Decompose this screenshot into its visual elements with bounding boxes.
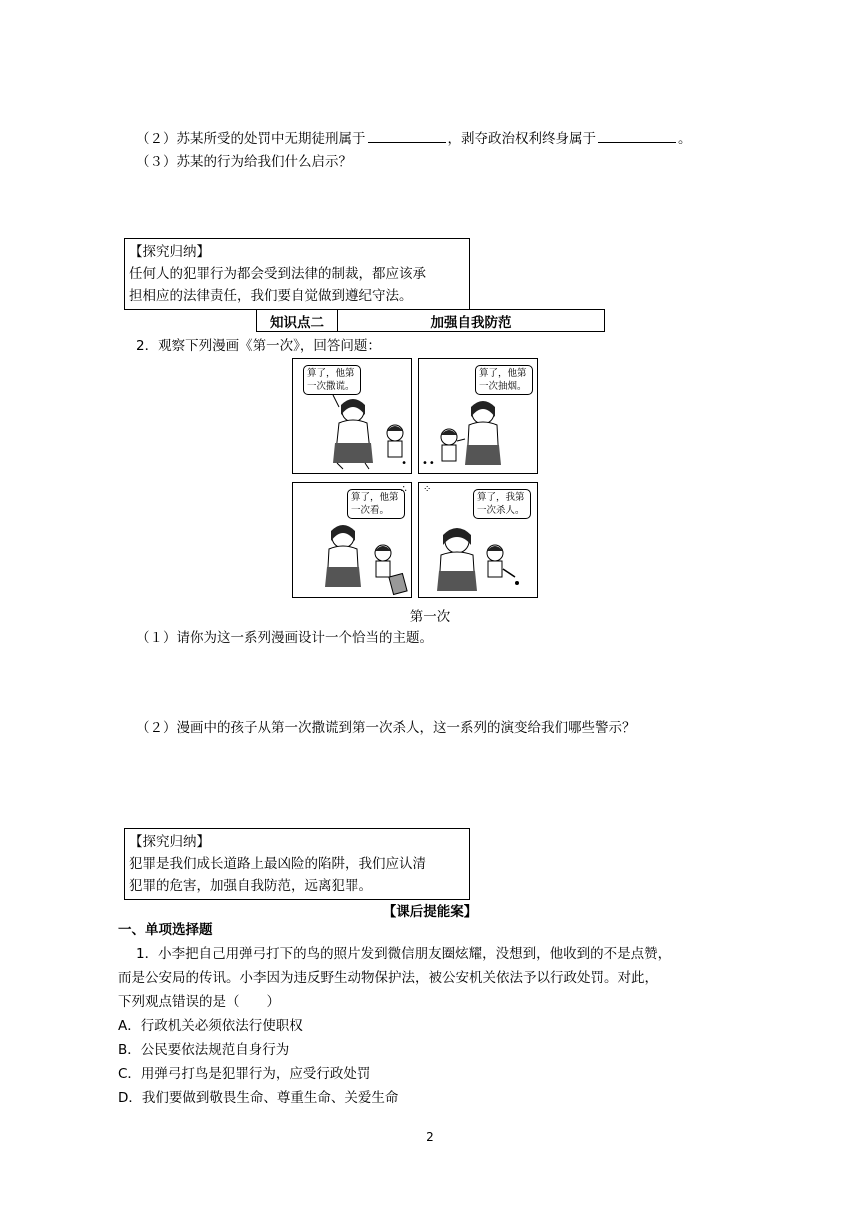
mcq-option-c: C．用弹弓打鸟是犯罪行为，应受行政处罚 xyxy=(118,1066,371,1082)
speech-bubble: 算了，我第一次杀人。 xyxy=(473,489,531,519)
mother-child-illustration xyxy=(419,359,538,474)
comic-caption: 第一次 xyxy=(409,609,451,625)
mcq-stem-line: 1．小李把自己用弹弓打下的鸟的照片发到微信朋友圈炫耀，没想到，他收到的不是点赞， xyxy=(136,946,672,962)
speech-bubble: 算了，他第一次看。 xyxy=(347,489,405,519)
speech-bubble: 算了，他第一次抽烟。 xyxy=(475,365,533,395)
comic-strip xyxy=(292,358,538,598)
speech-bubble: 算了，他第一次撒谎。 xyxy=(303,365,361,395)
after-class-heading: 【课后提能案】 xyxy=(382,904,478,920)
summary-box-1 xyxy=(124,238,470,310)
summary-line: 任何人的犯罪行为都会受到法律的制裁，都应该承 xyxy=(129,266,426,282)
comic-panel-3 xyxy=(292,482,412,598)
summary-title: 【探究归纳】 xyxy=(129,834,210,850)
knowledge-point-title: 加强自我防范 xyxy=(430,314,512,331)
question-2-part-2 xyxy=(136,128,692,149)
page-number: 2 xyxy=(426,1130,434,1144)
mcq-option-b: B．公民要依法规范自身行为 xyxy=(118,1042,290,1058)
comic-panel-4 xyxy=(418,482,538,598)
summary-line: 犯罪的危害，加强自我防范，远离犯罪。 xyxy=(129,878,372,894)
knowledge-point-header xyxy=(256,309,605,332)
mother-child-illustration xyxy=(293,483,412,598)
answer-blank-1[interactable] xyxy=(368,128,446,143)
mother-child-illustration xyxy=(293,359,412,474)
comic-panel-2 xyxy=(418,358,538,474)
mcq-stem-line: 下列观点错误的是（ ） xyxy=(118,994,280,1010)
panel-mark: • xyxy=(401,458,408,469)
panel-mark: ∴ xyxy=(400,484,408,495)
summary-title: 【探究归纳】 xyxy=(129,244,210,260)
mcq-stem-line: 而是公安局的传讯。小李因为违反野生动物保护法，被公安机关依法予以行政处罚。对此， xyxy=(118,970,658,986)
summary-box-2 xyxy=(124,828,470,900)
q2-text-a: （２）苏某所受的处罚中无期徒刑属于 xyxy=(136,131,366,147)
panel-mark: ⁘ xyxy=(423,484,433,495)
summary-line: 犯罪是我们成长道路上最凶险的陷阱，我们应认清 xyxy=(129,856,426,872)
q2-text-c: 。 xyxy=(678,131,692,147)
knowledge-point-label: 知识点二 xyxy=(257,310,338,331)
question-2-part-3: （３）苏某的行为给我们什么启示？ xyxy=(136,154,352,170)
section-heading: 一、单项选择题 xyxy=(118,922,213,938)
comic-panel-1 xyxy=(292,358,412,474)
summary-line: 担相应的法律责任，我们要自觉做到遵纪守法。 xyxy=(129,288,413,304)
mother-child-illustration xyxy=(419,483,538,598)
panel-mark: •• xyxy=(422,458,436,469)
q2-text-b: ，剥夺政治权利终身属于 xyxy=(447,131,596,147)
mcq-option-a: A．行政机关必须依法行使职权 xyxy=(118,1018,303,1034)
comic-question-2: （２）漫画中的孩子从第一次撒谎到第一次杀人，这一系列的演变给我们哪些警示？ xyxy=(136,720,636,736)
comic-question-1: （１）请你为这一系列漫画设计一个恰当的主题。 xyxy=(136,630,433,646)
question-2-intro: 2．观察下列漫画《第一次》，回答问题： xyxy=(136,338,381,354)
answer-blank-2[interactable] xyxy=(598,128,676,143)
mcq-option-d: D．我们要做到敬畏生命、尊重生命、关爱生命 xyxy=(118,1090,399,1106)
